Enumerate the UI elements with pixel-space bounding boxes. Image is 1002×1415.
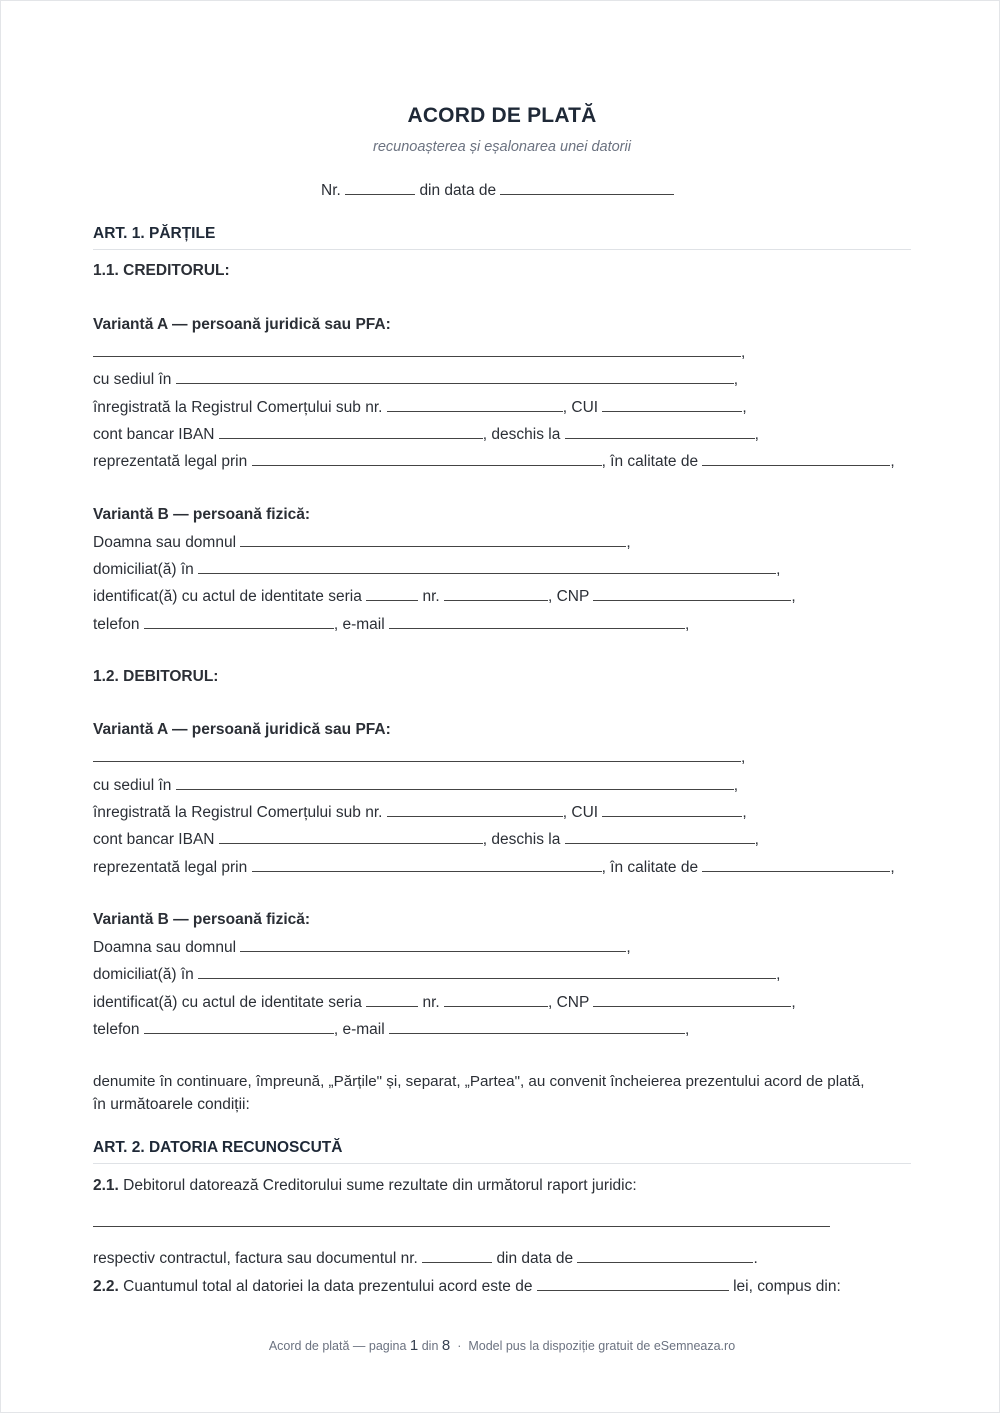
comma: ,	[791, 588, 796, 605]
debtor-domicile-line	[93, 964, 780, 985]
creditor-person-name-field[interactable]	[240, 532, 626, 547]
legal-relation-line	[93, 1212, 830, 1233]
comma: ,	[776, 966, 781, 983]
comma: ,	[776, 561, 781, 578]
parties-definition-line1: denumite în continuare, împreună, „Părțile" și, separat, „Partea", au convenit încheierea prezentului acord de plată,	[93, 1073, 865, 1090]
debtor-person-name-field[interactable]	[240, 937, 626, 952]
iban-label: cont bancar IBAN	[93, 831, 215, 848]
respectiv-label: respectiv contractul, factura sau documentul nr.	[93, 1250, 418, 1267]
comma: ,	[890, 859, 895, 876]
legal-relation-field[interactable]	[93, 1212, 830, 1227]
creditor-company-name-field[interactable]	[93, 342, 741, 357]
debtor-name-line	[93, 747, 745, 768]
sediu-label: cu sediul în	[93, 777, 172, 794]
comma: ,	[791, 994, 796, 1011]
number-date-line	[321, 180, 674, 201]
creditor-iban-line	[93, 424, 759, 445]
parties-definition-line2: în următoarele condiții:	[93, 1096, 250, 1113]
footer-page-number: 1	[409, 1337, 419, 1354]
footer-label: Acord de plată — pagina	[268, 1339, 407, 1353]
creditor-name-line	[93, 342, 745, 363]
creditor-registru-line	[93, 397, 747, 418]
din-data-label: din data de	[496, 1250, 574, 1267]
comma: ,	[626, 534, 631, 551]
debtor-id-line	[93, 992, 796, 1013]
debtor-variant-b-heading: Variantă B — persoană fizică:	[93, 911, 311, 928]
document-subtitle: recunoașterea și eșalonarea unei datorii	[373, 139, 631, 155]
comma: ,	[754, 831, 759, 848]
total-debt-field[interactable]	[537, 1276, 729, 1291]
creditor-variant-a-heading: Variantă A — persoană juridică sau PFA:	[93, 316, 391, 333]
clause-2-1	[93, 1176, 637, 1196]
comma: ,	[741, 344, 746, 361]
creditor-id-series-field[interactable]	[366, 586, 418, 601]
debtor-contact-line	[93, 1019, 689, 1040]
domiciliat-label: domiciliat(ă) în	[93, 966, 194, 983]
registru-label: înregistrată la Registrul Comerțului sub nr.	[93, 399, 383, 416]
cnp-label: , CNP	[548, 588, 590, 605]
clause-2-1-number: 2.1.	[93, 1177, 119, 1194]
creditor-bank-field[interactable]	[565, 424, 755, 439]
debtor-company-name-field[interactable]	[93, 747, 741, 762]
telefon-label: telefon	[93, 1021, 140, 1038]
iban-label: cont bancar IBAN	[93, 426, 215, 443]
identificat-label: identificat(ă) cu actul de identitate seria	[93, 588, 362, 605]
deschis-label: , deschis la	[482, 426, 561, 443]
document-date-field[interactable]	[577, 1248, 753, 1263]
creditor-email-field[interactable]	[389, 614, 685, 629]
document-title: ACORD DE PLATĂ	[407, 104, 597, 127]
domiciliat-label: domiciliat(ă) în	[93, 561, 194, 578]
comma: ,	[685, 1021, 690, 1038]
creditor-variant-b-heading: Variantă B — persoană fizică:	[93, 506, 311, 523]
cnp-label: , CNP	[548, 994, 590, 1011]
comma: ,	[754, 426, 759, 443]
comma: ,	[742, 804, 747, 821]
debtor-iban-line	[93, 829, 759, 850]
period: .	[753, 1250, 758, 1267]
comma: ,	[742, 399, 747, 416]
art2-heading: ART. 2. DATORIA RECUNOSCUTĂ	[93, 1139, 911, 1164]
domnul-label: Doamna sau domnul	[93, 534, 237, 551]
page-footer	[1, 1337, 1002, 1354]
creditor-phone-field[interactable]	[144, 614, 334, 629]
comma: ,	[626, 939, 631, 956]
email-label: , e-mail	[333, 1021, 385, 1038]
clause-2-2-text: Cuantumul total al datoriei la data prezentului acord este de	[123, 1278, 533, 1295]
debtor-sediu-field[interactable]	[176, 775, 734, 790]
comma: ,	[685, 616, 690, 633]
debtor-cui-field[interactable]	[602, 802, 742, 817]
footer-of: din	[421, 1339, 439, 1353]
date-field[interactable]	[500, 180, 674, 195]
footer-credit: Model pus la dispoziție gratuit de eSemneaza.ro	[468, 1339, 736, 1353]
comma: ,	[890, 453, 895, 470]
id-nr-label: nr.	[422, 588, 440, 605]
debtor-representative-line	[93, 857, 895, 878]
art1-heading: ART. 1. PĂRȚILE	[93, 225, 911, 250]
deschis-label: , deschis la	[482, 831, 561, 848]
debtor-id-number-field[interactable]	[444, 992, 548, 1007]
debtor-phone-field[interactable]	[144, 1019, 334, 1034]
nr-field[interactable]	[345, 180, 415, 195]
calitate-label: , în calitate de	[601, 453, 699, 470]
debtor-domicile-field[interactable]	[198, 964, 776, 979]
debtor-registru-line	[93, 802, 747, 823]
creditor-cui-field[interactable]	[602, 397, 742, 412]
identificat-label: identificat(ă) cu actul de identitate seria	[93, 994, 362, 1011]
comma: ,	[733, 371, 739, 388]
debtor-id-series-field[interactable]	[366, 992, 418, 1007]
registru-label: înregistrată la Registrul Comerțului sub nr.	[93, 804, 383, 821]
comma: ,	[741, 749, 746, 766]
debtor-email-field[interactable]	[389, 1019, 685, 1034]
calitate-label: , în calitate de	[601, 859, 699, 876]
email-label: , e-mail	[333, 616, 385, 633]
debtor-calitate-field[interactable]	[702, 857, 890, 872]
debtor-heading: 1.2. DEBITORUL:	[93, 668, 219, 685]
debtor-person-line	[93, 937, 631, 958]
creditor-id-line	[93, 586, 796, 607]
clause-2-1-text: Debitorul datorează Creditorului sume rezultate din următorul raport juridic:	[123, 1177, 637, 1194]
document-nr-field[interactable]	[422, 1248, 492, 1263]
clause-2-2-tail: lei, compus din:	[733, 1278, 841, 1295]
creditor-person-line	[93, 532, 631, 553]
footer-separator: ·	[457, 1339, 462, 1353]
debtor-representative-field[interactable]	[252, 857, 602, 872]
comma: ,	[733, 777, 739, 794]
debtor-cnp-field[interactable]	[593, 992, 791, 1007]
reprezentata-label: reprezentată legal prin	[93, 453, 248, 470]
reprezentata-label: reprezentată legal prin	[93, 859, 248, 876]
creditor-sediu-line	[93, 369, 738, 390]
debtor-variant-a-heading: Variantă A — persoană juridică sau PFA:	[93, 721, 391, 738]
cui-label: , CUI	[562, 804, 599, 821]
creditor-calitate-field[interactable]	[702, 451, 890, 466]
debtor-bank-field[interactable]	[565, 829, 755, 844]
debtor-iban-field[interactable]	[219, 829, 483, 844]
id-nr-label: nr.	[422, 994, 440, 1011]
document-reference-line	[93, 1248, 758, 1269]
clause-2-2-number: 2.2.	[93, 1278, 119, 1295]
clause-2-2	[93, 1276, 841, 1297]
creditor-contact-line	[93, 614, 689, 635]
creditor-iban-field[interactable]	[219, 424, 483, 439]
creditor-domicile-line	[93, 559, 780, 580]
creditor-representative-line	[93, 451, 895, 472]
sediu-label: cu sediul în	[93, 371, 172, 388]
nr-label: Nr.	[321, 182, 341, 199]
cui-label: , CUI	[562, 399, 599, 416]
creditor-sediu-field[interactable]	[176, 369, 734, 384]
debtor-registru-field[interactable]	[387, 802, 563, 817]
creditor-id-number-field[interactable]	[444, 586, 548, 601]
creditor-heading: 1.1. CREDITORUL:	[93, 262, 230, 279]
creditor-domicile-field[interactable]	[198, 559, 776, 574]
footer-total-pages: 8	[441, 1337, 451, 1354]
domnul-label: Doamna sau domnul	[93, 939, 237, 956]
creditor-representative-field[interactable]	[252, 451, 602, 466]
debtor-sediu-line	[93, 775, 738, 796]
telefon-label: telefon	[93, 616, 140, 633]
creditor-cnp-field[interactable]	[593, 586, 791, 601]
creditor-registru-field[interactable]	[387, 397, 563, 412]
date-label: din data de	[419, 182, 497, 199]
